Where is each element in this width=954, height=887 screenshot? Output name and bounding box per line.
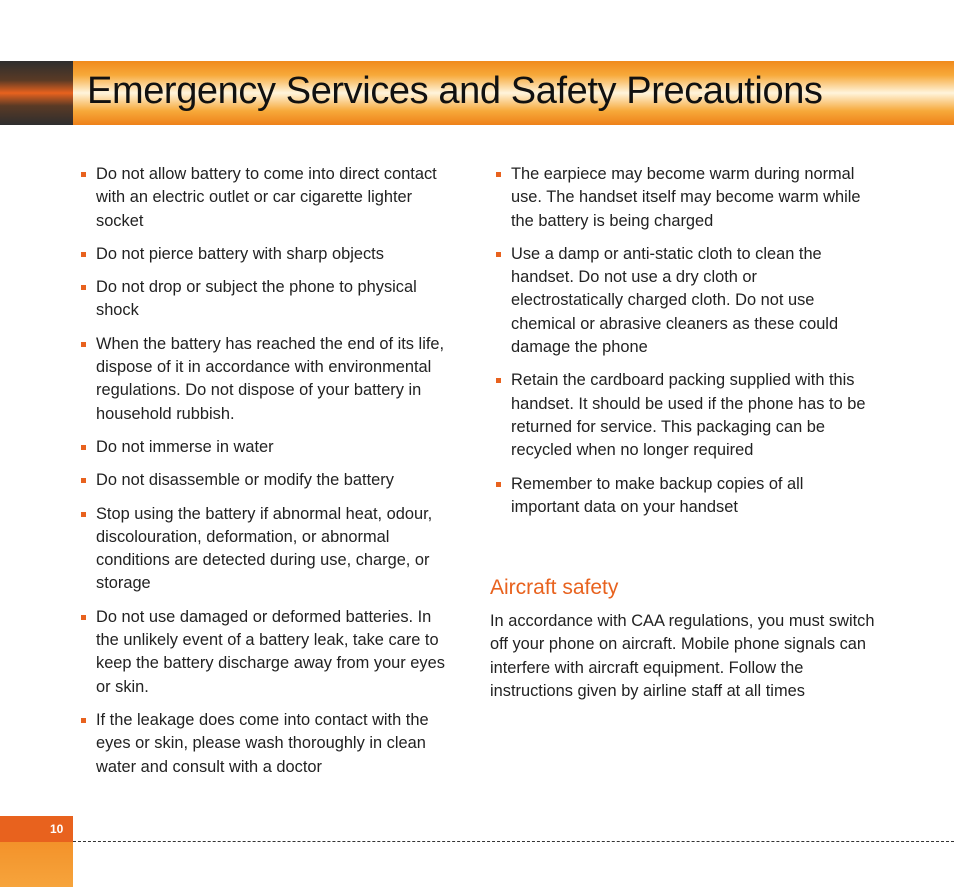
section-heading-aircraft-safety: Aircraft safety [490, 576, 619, 599]
list-item: If the leakage does come into contact with the eyes or skin, please wash thoroughly in clean water and consult with a doctor [80, 709, 452, 779]
right-column [495, 163, 867, 529]
list-item: Do not disassemble or modify the battery [80, 469, 452, 492]
list-item: Retain the cardboard packing supplied with this handset. It should be used if the phone has to be returned for service. This packaging can be recycled when no longer required [495, 369, 867, 462]
header-side-accent [0, 61, 73, 125]
right-bullet-list [495, 163, 867, 519]
page-number: 10 [50, 822, 64, 836]
left-bullet-list [80, 163, 452, 779]
list-item: The earpiece may become warm during normal use. The handset itself may become warm while the battery is being charged [495, 163, 867, 233]
list-item: Do not immerse in water [80, 436, 452, 459]
list-item: Remember to make backup copies of all important data on your handset [495, 473, 867, 520]
list-item: Do not allow battery to come into direct contact with an electric outlet or car cigarette lighter socket [80, 163, 452, 233]
page-title: Emergency Services and Safety Precautions [87, 70, 823, 112]
list-item: When the battery has reached the end of its life, dispose of it in accordance with environmental regulations. Do not dispose of your battery in household rubbish. [80, 333, 452, 426]
footer-accent-block [0, 842, 73, 887]
footer-dashed-divider [73, 841, 954, 842]
list-item: Stop using the battery if abnormal heat, odour, discolouration, deformation, or abnormal conditions are detected during use, charge, or storage [80, 503, 452, 596]
left-column [80, 163, 452, 789]
list-item: Do not pierce battery with sharp objects [80, 243, 452, 266]
list-item: Use a damp or anti-static cloth to clean the handset. Do not use a dry cloth or electrostatically charged cloth. Do not use chemical or abrasive cleaners as these could damage the phone [495, 243, 867, 359]
list-item: Do not drop or subject the phone to physical shock [80, 276, 452, 323]
list-item: Do not use damaged or deformed batteries. In the unlikely event of a battery leak, take care to keep the battery discharge away from your eyes or skin. [80, 606, 452, 699]
section-body-aircraft-safety: In accordance with CAA regulations, you must switch off your phone on aircraft. Mobile phone signals can interfere with aircraft equipment. Follow the instructions given by airline staff at all times [490, 612, 875, 700]
